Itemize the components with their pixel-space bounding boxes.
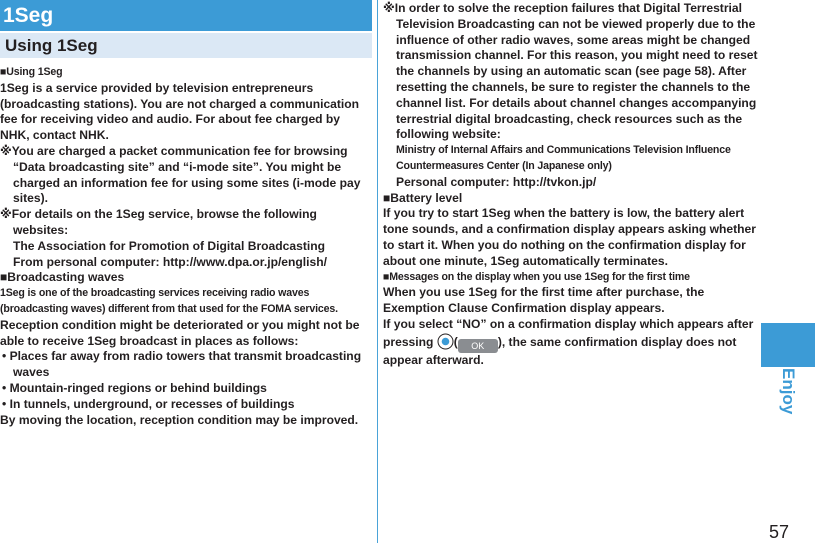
column-divider — [377, 0, 378, 543]
reception-condition-text: Reception condition might be deteriorated or you might not be able to receive 1Seg broadcast in places as follows: — [0, 317, 360, 348]
page-number: 57 — [769, 522, 790, 542]
first-time-body: When you use 1Seg for the first time after purchase, the Exemption Clause Confirmation display appears. — [383, 285, 705, 316]
center-key-icon — [437, 333, 454, 350]
ok-key-icon: OK — [458, 339, 498, 353]
confirmation-text-b: ), the same confirmation display does not appear afterward. — [383, 334, 737, 367]
side-tab-label: Enjoy — [779, 368, 798, 415]
right-column — [383, 0, 759, 369]
confirmation-text-a: If you select “NO” on a confirmation display which appears after pressing — [383, 316, 754, 349]
reception-improve-text: By moving the location, reception condition may be improved. — [0, 412, 359, 427]
reception-failure-note: ※In order to solve the reception failures that Digital Terrestrial Television Broadcasting can not be viewed properly due to the influence of other radio waves, some areas might be changed transmission channel. For this reason, you might need to reset the channels by using an automatic scan (see page 58). After resetting the channels, be sure to register the channels to the channel list. For details about channel changes accompanying terrestrial digital broadcasting, check resources such as the following website: — [383, 1, 758, 142]
paren-open: ( — [453, 334, 458, 349]
left-column — [0, 0, 372, 428]
dpa-url: From personal computer: http://www.dpa.or.jp/english/ — [13, 254, 328, 269]
list-item: • In tunnels, underground, or recesses of buildings — [2, 396, 295, 411]
using-1seg-heading: ■Using 1Seg — [0, 66, 63, 78]
list-item: • Mountain-ringed regions or behind buildings — [2, 380, 267, 395]
confirmation-body — [383, 317, 759, 369]
tvkon-url: Personal computer: http://tvkon.jp/ — [396, 174, 597, 189]
details-note: ※For details on the 1Seg service, browse the following websites: — [0, 207, 317, 237]
page-title: 1Seg — [0, 0, 372, 31]
using-1seg-body: 1Seg is a service provided by television entrepreneurs (broadcasting stations). You are not charged a communication fee for receiving video and audio. For about fee charged by NHK, contact NHK. — [0, 80, 360, 143]
broadcasting-waves-intro: 1Seg is one of the broadcasting services receiving radio waves (broadcasting waves) different from that used for the FOMA services. — [0, 287, 338, 315]
list-item: • Places far away from radio towers that transmit broadcasting waves — [2, 349, 362, 380]
section-title: Using 1Seg — [0, 33, 372, 58]
right-text — [383, 1, 759, 369]
first-time-heading: ■Messages on the display when you use 1Seg for the first time — [383, 270, 690, 283]
side-tab-marker — [761, 323, 815, 367]
battery-level-body: If you try to start 1Seg when the battery is low, the battery alert tone sounds, and a confirmation display appears asking whether to start it. When you do nothing on the confirmation display for about one minute, 1Seg automatically terminates. — [383, 206, 756, 268]
ministry-name: Ministry of Internal Affairs and Communications Television Influence Countermeasures Center (In Japanese only) — [396, 144, 731, 172]
broadcasting-waves-heading: ■Broadcasting waves — [0, 270, 125, 285]
packet-fee-note: ※You are charged a packet communication fee for browsing “Data broadcasting site” and “i-mode site”. You might be charged an information fee for using some sites (i-mode pay sites). — [0, 143, 361, 206]
left-text — [0, 65, 372, 428]
dpa-name: The Association for Promotion of Digital Broadcasting — [13, 238, 325, 253]
battery-level-heading: ■Battery level — [383, 190, 463, 205]
